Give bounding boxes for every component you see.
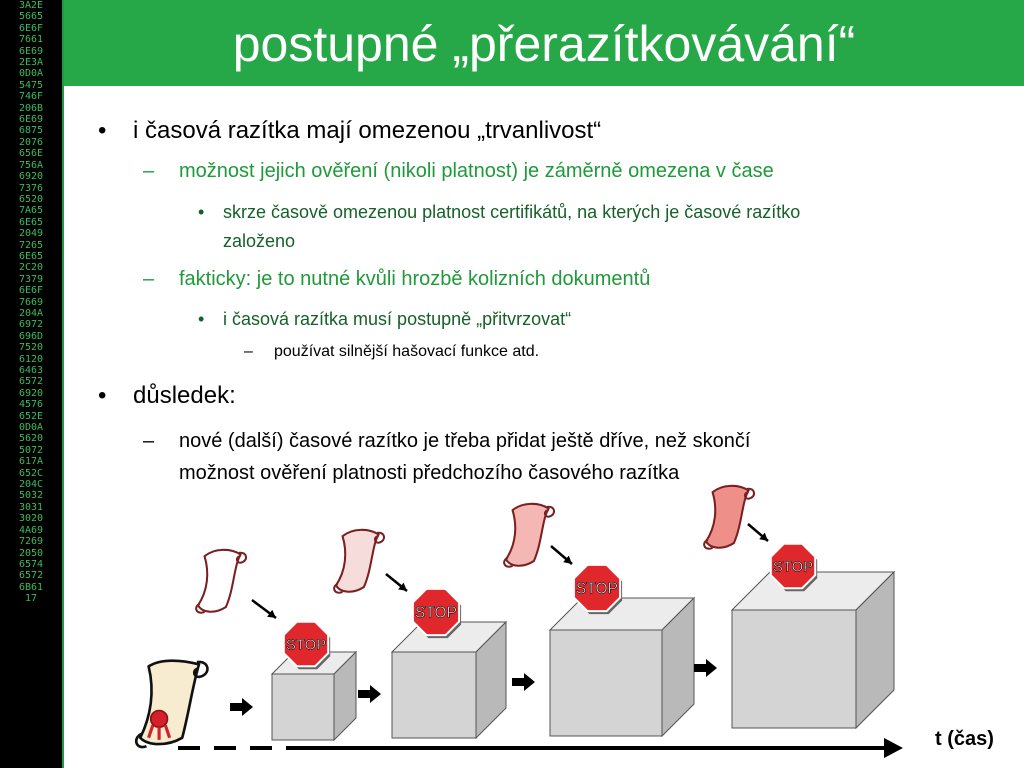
hex-code: 2E3A	[18, 57, 44, 69]
hex-code: 6972	[18, 319, 44, 331]
hex-code: 7520	[18, 342, 44, 354]
hex-code: 7265	[18, 239, 44, 251]
box-front	[272, 674, 334, 740]
hex-code: 6572	[18, 376, 44, 388]
hex-code: 6E6F	[18, 22, 44, 34]
hex-code: 2C20	[18, 262, 44, 274]
stop-sign-label: STOP	[415, 604, 457, 622]
box	[732, 572, 894, 728]
arrow-icon	[512, 673, 535, 691]
hex-code: 6920	[18, 387, 44, 399]
hex-code: 6E69	[18, 114, 44, 126]
scroll-body	[198, 550, 241, 612]
hex-code: 7269	[18, 536, 44, 548]
hex-code: 6574	[18, 558, 44, 570]
hex-code: 17	[24, 593, 38, 605]
hex-code: 3031	[18, 501, 44, 513]
bullet-marker: –	[143, 268, 155, 290]
bullet-marker: –	[244, 343, 253, 360]
stop-sign-label: STOP	[285, 637, 327, 654]
stop-sign-label: STOP	[772, 559, 814, 576]
hex-code: 6E65	[18, 250, 44, 262]
hex-code: 756A	[18, 159, 44, 171]
bullet-marker: –	[143, 160, 155, 182]
hex-code: 7376	[18, 182, 44, 194]
hex-code: 7661	[18, 34, 44, 46]
hex-code: 5475	[18, 79, 44, 91]
hex-code: 6E6F	[18, 285, 44, 297]
bullet-text-level2: nové (další) časové razítko je třeba přidat ještě dříve, než skončí	[179, 430, 751, 452]
hex-code: 0D0A	[18, 422, 44, 434]
scroll-icon	[334, 530, 384, 593]
bullet-text-level3-continued: založeno	[223, 231, 296, 251]
hex-code: 5032	[18, 490, 44, 502]
bullet-text-level4: používat silnější hašovací funkce atd.	[274, 343, 540, 360]
hex-code: 3A2E	[18, 0, 44, 11]
bullet-text-level3: i časová razítka musí postupně „přitvrzovat“	[223, 309, 572, 329]
bullet-marker: •	[198, 309, 205, 329]
hex-code: 4A69	[18, 524, 44, 536]
hex-code: 4576	[18, 399, 44, 411]
bullet-text-level3: skrze časově omezenou platnost certifikátů, na kterých je časové razítko	[223, 202, 801, 222]
hex-code: 7669	[18, 296, 44, 308]
hex-code: 7A65	[18, 205, 44, 217]
scroll-body	[506, 504, 549, 566]
scroll-icon	[504, 504, 554, 567]
box-front	[550, 630, 662, 736]
hex-code: 617A	[18, 456, 44, 468]
hex-code: 0D0A	[18, 68, 44, 80]
arrow-icon	[694, 659, 717, 677]
hex-code: 5620	[18, 433, 44, 445]
hex-code: 6520	[18, 193, 44, 205]
hex-code: 6463	[18, 365, 44, 376]
hex-code: 5072	[18, 444, 44, 456]
bullet-marker: •	[98, 117, 107, 144]
scroll-body	[336, 530, 379, 592]
time-axis-label: t (čas)	[935, 728, 994, 750]
hex-code: 3020	[18, 513, 44, 525]
bullet-marker: –	[143, 430, 155, 452]
time-axis-arrowhead	[884, 738, 903, 758]
scroll-icon	[196, 550, 246, 613]
box-front	[392, 652, 476, 738]
bullet-text-level1: důsledek:	[133, 382, 236, 409]
slide-title: postupné „přerazítkovávání“	[232, 16, 856, 72]
hex-code: 6572	[18, 570, 44, 582]
hex-code: 656E	[18, 148, 44, 160]
hex-code: 204A	[18, 307, 44, 319]
hex-code: 6875	[18, 125, 44, 137]
hex-code: 652E	[18, 410, 44, 422]
stop-sign-label: STOP	[576, 580, 618, 598]
box	[392, 622, 506, 738]
box-front	[732, 610, 856, 728]
bullet-text-level2-continued: možnost ověření platnosti předchozího časového razítka	[179, 462, 680, 484]
hex-code: 2050	[18, 547, 44, 559]
box	[550, 598, 694, 736]
bullet-marker: •	[198, 202, 205, 222]
bullet-text-level2: možnost jejich ověření (nikoli platnost) je záměrně omezena v čase	[179, 160, 774, 182]
arrow-icon	[358, 685, 381, 703]
hex-code: 6920	[18, 171, 44, 183]
hex-code: 6E69	[18, 45, 44, 57]
hex-code: 696D	[18, 330, 44, 342]
hex-code: 7379	[18, 273, 44, 285]
hex-code: 2076	[18, 136, 44, 148]
arrow-icon	[230, 698, 253, 716]
scroll-icon	[704, 486, 754, 549]
hex-code: 6120	[18, 353, 44, 365]
scroll-body	[706, 486, 749, 548]
hex-code: 746F	[18, 91, 44, 103]
bullet-text-level1: i časová razítka mají omezenou „trvanlivost“	[133, 117, 602, 144]
hex-code: 5665	[18, 11, 44, 23]
seal-icon	[151, 711, 168, 728]
hex-code: 6B61	[18, 581, 44, 593]
hex-code: 2049	[18, 228, 44, 240]
hex-code: 652C	[18, 467, 44, 479]
bullet-marker: •	[98, 382, 107, 409]
hex-code: 206B	[18, 102, 44, 114]
hex-code: 204C	[18, 479, 44, 491]
bullet-text-level2: fakticky: je to nutné kvůli hrozbě kolizních dokumentů	[179, 268, 651, 290]
hex-code: 6E65	[18, 216, 44, 228]
original-document-icon	[136, 661, 207, 747]
